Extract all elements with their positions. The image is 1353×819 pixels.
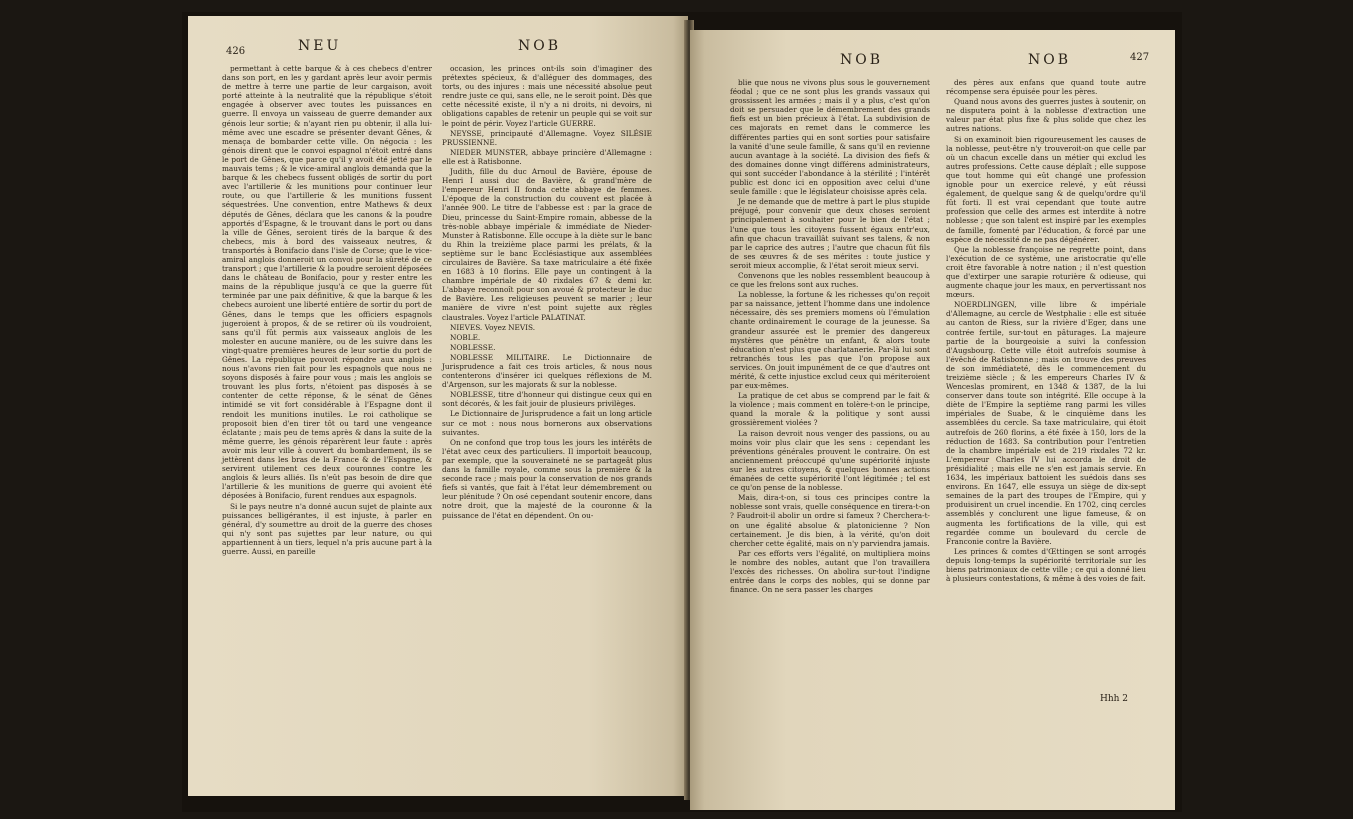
- paragraph: Convenons que les nobles ressemblent beaucoup à ce que les frelons sont aux ruches.: [730, 270, 930, 290]
- paragraph: Par ces efforts vers l'égalité, on multipliera moins le nombre des nobles, autant que l'on travaillera l'excès des richesses. On abolira sur-tout l'indigne entrée dans le corps des nobles, qui se donne par finance. On ne sera passer les charges: [730, 548, 930, 595]
- right-column-1: [730, 78, 930, 595]
- signature-mark: Hhh 2: [1100, 694, 1129, 704]
- paragraph: Le Dictionnaire de Jurisprudence a fait un long article sur ce mot : nous nous bornerons aux observations suivantes.: [442, 409, 652, 437]
- left-column-2: [442, 64, 652, 521]
- running-head-left: NOB: [840, 52, 884, 68]
- page-number: 426: [226, 46, 246, 57]
- right-column-2: [946, 78, 1146, 584]
- running-head-right: NOB: [518, 38, 562, 54]
- paragraph: des pères aux enfans que quand toute autre récompense sera épuisée pour les pères.: [946, 78, 1146, 97]
- paragraph: occasion, les princes ont-ils soin d'imaginer des prétextes spécieux, & d'alléguer des dommages, des torts, ou des injures : mais une nécessité absolue peut rendre juste ce qui, sans elle, ne le seroit point. Dès que cette nécessité existe, il n'y a ni droits, ni devoirs, ni obligations capables de retenir un peuple qui se voit sur le point de périr. Voyez l'article GUERRE.: [442, 64, 652, 128]
- paragraph: permettant à cette barque & à ces chebecs d'entrer dans son port, en les y gardant après leur avoir permis de mettre à terre une partie de leur cargaison, avoit porté atteinte à la neutralité que la république s'étoit engagée à observer avec toutes les puissances en guerre. Il envoya un vaisseau de guerre demander aux génois leur sortie; & n'ayant rien pu obtenir, il alla lui-même avec une escadre se présenter devant Gênes, & menaça de bombarder cette ville. On négocia : les génois dirent que le convoi espagnol n'étoit entré dans le port de Gênes, que parce qu'il y avoit été jetté par le mauvais tems ; & le vice-amiral anglois demanda que la barque & les chebecs fussent obligés de sortir du port avec l'artillerie & les munitions pour continuer leur route, ou que l'artillerie & les munitions fussent séquestrées. Une convention, entre Mathews & deux députés de Gênes, déclara que les canons & la poudre apportés d'Espagne, & le trouvant dans le port ou dans la ville de Gênes, seroient tirés de la barque & des chebecs, mis à bord des vaisseaux neutres, & transportés à Bonifacio dans l'isle de Corse; que le vice-amiral anglois donneroit un convoi pour la sûreté de ce transport ; que l'artillerie & la poudre seroient déposées dans le château de Bonifacio, pour y rester entre les mains de la république jusqu'à ce que la guerre fût terminée par une paix définitive, & que la barque & les chebecs auroient une liberté entière de sortir du port de Gênes, dans le temps que les officiers espagnols jugeroient à propos, & de se retirer où ils voudroient, sans qu'il fût permis aux vaisseaux anglois de les molester en aucune manière, ou de les suivre dans les vingt-quatre premières heures de leur sortie du port de Gênes. La république pouvoit répondre aux anglois : nous n'avons rien fait pour les espagnols que nous ne soyons disposés à faire pour vous ; mais les anglois se trouvant les plus forts, n'étoient pas disposés à se contenter de cette réponse, & le sénat de Gênes intimidé se vit fort considérable à l'Espagne dont il rendoit les munitions inutiles. Le roi catholique se proposoit bien d'en tirer tôt ou tard une vengeance éclatante ; mais peu de tems après & dans la suite de la même guerre, les génois réparèrent leur faute : après avoir mis leur ville à couvert du bombardement, ils se jettèrent dans les bras de la France & de l'Espagne, & servirent utilement ces deux couronnes contre les anglois & leurs alliés. Ils n'eût pas besoin de dire que l'artillerie & les munitions de guerre qui avoient été déposées à Bonifacio, furent rendues aux espagnols.: [222, 64, 432, 501]
- paragraph: Que la noblesse françoise ne regrette point, dans l'exécution de ce système, une aristocratie qu'elle croit être favorable à notre nation ; il n'est question que d'extirper une sarapie roturière & odieuse, qui augmente chaque jour les maux, en pervertissant nos mœurs.: [946, 244, 1146, 300]
- page-number: 427: [1130, 52, 1150, 63]
- running-head-left: NEU: [298, 38, 342, 54]
- paragraph: NOERDLINGEN, ville libre & impériale d'Allemagne, au cercle de Westphalie : elle est située au canton de Riess, sur la rivière d'Eger, dans une contrée fertile, sur-tout en pâturages. La majeure partie de la bourgeoisie a suivi la confession d'Augsbourg. Cette ville étoit autrefois soumise à l'évêché de Ratisbonne ; mais on trouve des preuves de son immédiateté, dès le commencement du treizième siècle ; & les empereurs Charles IV & Wenceslas promirent, en 1348 & 1387, de la lui conserver dans toute son intégrité. Elle occupe à la diète de l'Empire la septième rang parmi les villes impériales de Suabe, & le cinquième dans les assemblées du cercle. Sa taxe matriculaire, qui étoit autrefois de 260 florins, a été fixée à 150, lors de la réduction de 1683. Sa contribution pour l'entretien de la chambre impériale est de 219 rixdales 72 kr. L'empereur Charles IV lui accorda le droit de présidialité ; mais elle ne s'en est jamais servie. En 1634, les impériaux battoient les suédois dans ses environs. En 1647, elle essuya un siège de dix-sept semaines de la part des troupes de l'Empire, qui y produisirent un cruel incendie. En 1702, cinq cercles assemblés y conclurent une ligue fameuse, & on augmenta les fortifications de la ville, qui est regardée comme un boulevard du cercle de Franconie contre la Bavière.: [946, 300, 1146, 546]
- paragraph: Mais, dira-t-on, si tous ces principes contre la noblesse sont vrais, quelle conséquence en tirera-t-on ? Faudroit-il abolir un ordre si fameux ? Cherchera-t-on une égalité absolue & platonicienne ? Non certainement. Je dis bien, à la vérité, qu'on doit chercher cette égalité, mais on n'y parviendra jamais.: [730, 493, 930, 548]
- paragraph: blie que nous ne vivons plus sous le gouvernement féodal ; que ce ne sont plus les grands vassaux qui grossissent les armées ; mais il y a plus, c'est qu'on doit se persuader que le démembrement des grands fiefs est un bien précieux à l'état. La subdivision de ces majorats en remet dans le commerce les différentes parties qui en sont sorties pour satisfaire la vanité d'une seule famille, & sans qu'il en revienne aucun avantage à la société. La division des fiefs & des domaines donne vingt différens administrateurs, qui sont succéder l'abondance à la stérilité ; l'intérêt public est donc ici en opposition avec celui d'une seule famille : que le législateur choisisse après cela.: [730, 78, 930, 197]
- paragraph: Je ne demande que de mettre à part le plus stupide préjugé, pour convenir que deux choses seroient principalement à souhaiter pour le bien de l'état ; l'une que tous les citoyens fussent égaux entr'eux, afin que chacun travaillât suivant ses talens, & non par le caprice des autres ; l'autre que chacun fût fils de ses œuvres & de ses mérites : toute justice y seroit mieux accomplie, & l'état seroit mieux servi.: [730, 197, 930, 270]
- paragraph: NEYSSE, principauté d'Allemagne. Voyez SILÉSIE PRUSSIENNE.: [442, 128, 652, 147]
- right-page: [690, 30, 1175, 810]
- paragraph: Les princes & comtes d'Œttingen se sont arrogés depuis long-temps la supériorité territoriale sur les biens patrimoniaux de cette ville ; ce qui a donné lieu à plusieurs contestations, & même à des voies de fait.: [946, 546, 1146, 584]
- running-head-right: NOB: [1028, 52, 1072, 68]
- paragraph: La noblesse, la fortune & les richesses qu'on reçoit par sa naissance, jettent l'homme dans une indolence nécessaire, dès ses premiers momens où l'émulation chante ordinairement le courage de la jeunesse. Sa grandeur assurée est le premier des dangereux mystères que pénètre un enfant, & alors toute éducation n'est plus que charlatanerie. Par-là lui sont retranchés tous les pas que l'on propose aux services. On jouit impunément de ce que d'autres ont mérité, & cette injustice exclud ceux qui mériteroient par eux-mêmes.: [730, 290, 930, 391]
- paragraph: Quand nous avons des guerres justes à soutenir, on ne disputera point à la noblesse d'extraction une valeur par état plus fixe & plus solide que chez les autres nations.: [946, 97, 1146, 134]
- paragraph: NOBLE.: [450, 332, 481, 342]
- paragraph: La raison devroit nous venger des passions, ou au moins voir plus clair que les sens : cependant les préventions générales prouvent le contraire. On est anciennement préoccupé qu'une supériorité injuste sur les autres citoyens, & quelques bonnes actions émanées de cette supériorité l'ont légitimée ; tel est ce qu'on pense de la noblesse.: [730, 428, 930, 493]
- left-column-1: [222, 64, 432, 557]
- paragraph: Judith, fille du duc Arnoul de Bavière, épouse de Henri I aussi duc de Bavière, & grand'mère de l'empereur Henri II fonda cette abbaye de femmes. L'époque de la construction du couvent est placée à l'année 900. Le titre de l'abbesse est : par la grace de Dieu, princesse du Saint-Empire romain, abbesse de la très-noble abbaye impériale & immédiate de Nieder-Munster à Ratisbonne. Elle occupe à la diète sur le banc du Rhin la treizième place parmi les prélats, & la septième sur le banc Ecclésiastique aux assemblées circulaires de Bavière. Sa taxe matriculaire a été fixée en 1683 à 10 florins. Elle paye un contingent à la chambre impériale de 40 rixdales 67 & demi kr. L'abbaye reconnoît pour son avoué & protecteur le duc de Bavière. Les religieuses peuvent se marier ; leur manière de vivre n'est point sujette aux règles claustrales. Voyez l'article PALATINAT.: [442, 167, 652, 322]
- paragraph: NIEVES. Voyez NEVIS.: [450, 322, 536, 332]
- paragraph: Si on examinoit bien rigoureusement les causes de la noblesse, peut-être n'y trouveroit-on que celle par où un chacun excelle dans un métier qui exclud les autres professions. Cette cause déplaît ; elle suppose que tout homme qui eût changé une profession ignoble pour un exercice relevé, y eût réussi également, de quelque sang & de quelqu'ordre qu'il fût forti. Il est vrai cependant que toute autre profession que celle des armes est interdite à notre noblesse ; que son talent est inspiré par les exemples de famille, fomenté par l'éducation, & forcé par une espèce de nécessité de ne pas dégénérer.: [946, 134, 1146, 244]
- paragraph: NOBLESSE.: [450, 342, 496, 352]
- paragraph: On ne confond que trop tous les jours les intérêts de l'état avec ceux des particuliers. Il importoit beaucoup, par exemple, que la souveraineté ne se partageât plus dans la famille royale, comme sous la première & la seconde race ; mais pour la conservation de nos grands fiefs si vantés, que fait à l'état leur démembrement ou leur plénitude ? On osé cependant soutenir encore, dans notre droit, que la majesté de la couronne & la puissance de l'état en dépendent. On ou-: [442, 437, 652, 520]
- left-page: [188, 16, 688, 796]
- paragraph: NOBLESSE, titre d'honneur qui distingue ceux qui en sont décorés, & les fait jouir de plusieurs privilèges.: [442, 390, 652, 409]
- paragraph: Si le pays neutre n'a donné aucun sujet de plainte aux puissances belligérantes, il est injuste, à parler en général, d'y soumettre au droit de la guerre des choses qui n'y sont pas sujettes par leur nature, ou qui appartiennent à un tiers, lequel n'a pris aucune part à la guerre. Aussi, en pareille: [222, 501, 432, 556]
- paragraph: NOBLESSE MILITAIRE. Le Dictionnaire de Jurisprudence a fait ces trois articles, & nous nous contenterons d'insérer ici quelques réflexions de M. d'Argenson, sur les majorats & sur la noblesse.: [442, 352, 652, 390]
- paragraph: NIEDER MUNSTER, abbaye princière d'Allemagne : elle est à Ratisbonne.: [442, 147, 652, 166]
- paragraph: La pratique de cet abus se comprend par le fait & la violence ; mais comment en tolère-t-on le principe, quand la morale & la politique y sont aussi grossièrement violées ?: [730, 391, 930, 428]
